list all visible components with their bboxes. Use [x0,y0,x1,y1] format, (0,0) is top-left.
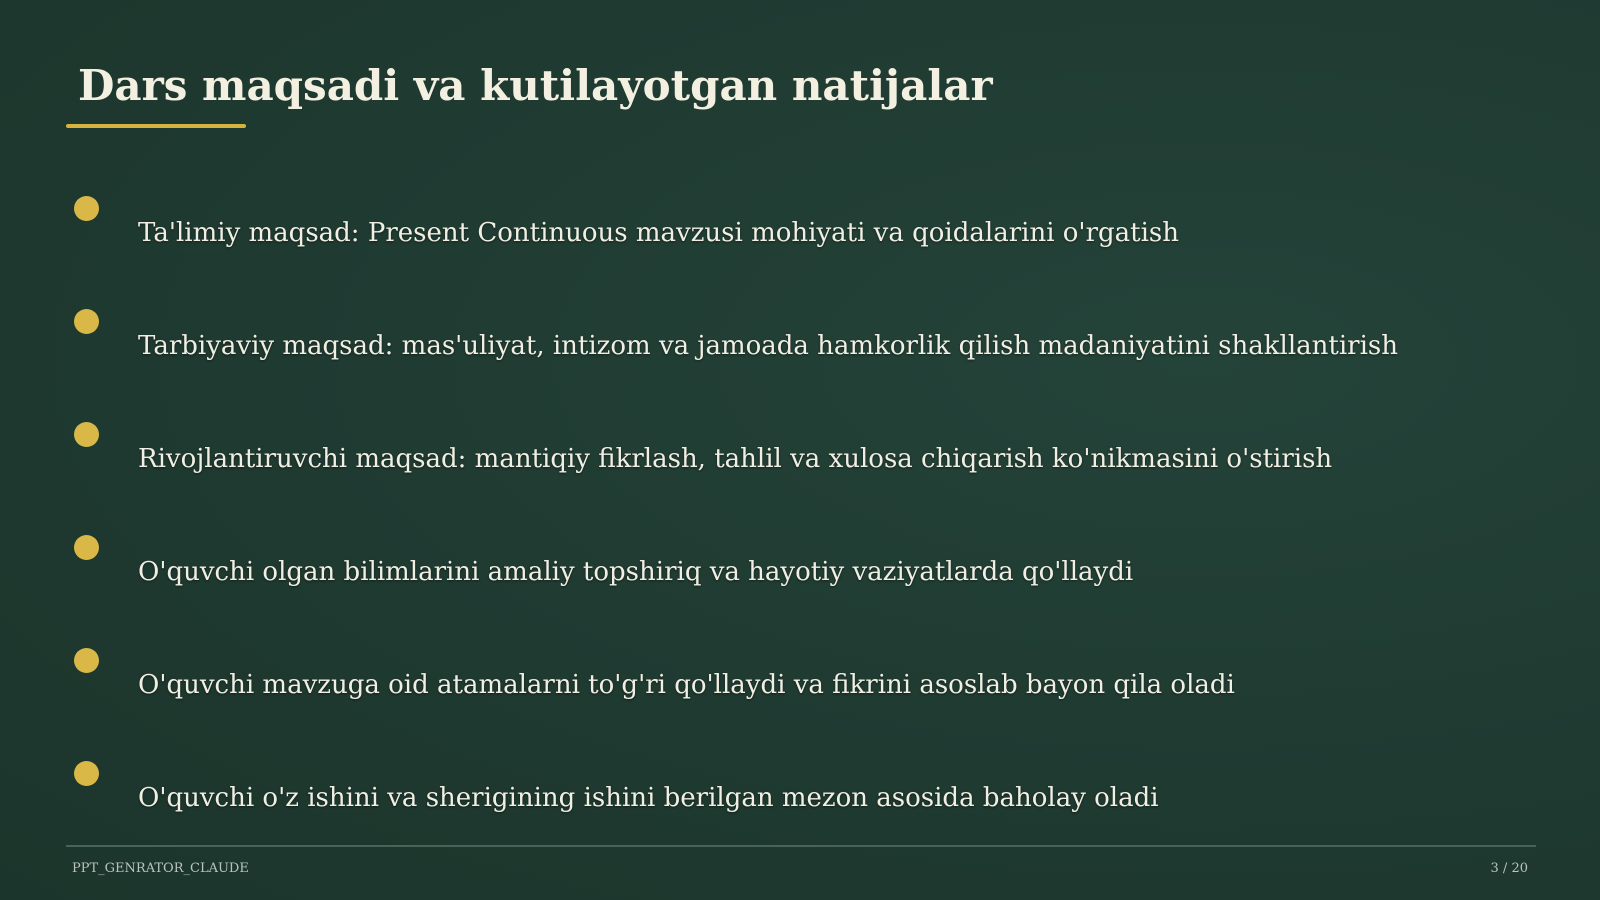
title-underline [66,124,246,128]
bullet-text: O'quvchi o'z ishini va sherigining ishini berilgan mezon asosida baholay oladi [138,783,1159,813]
page-indicator: 3 / 20 [1490,861,1528,876]
bullet-dot-icon [74,761,99,786]
bullet-text: Ta'limiy maqsad: Present Continuous mavzusi mohiyati va qoidalarini o'rgatish [138,218,1180,248]
footer-label: PPT_GENRATOR_CLAUDE [72,861,249,876]
list-item [0,535,1500,605]
list-item [0,648,1500,718]
bullet-dot-icon [74,309,99,334]
bullet-dot-icon [74,648,99,673]
footer-divider [66,845,1536,847]
bullet-dot-icon [74,196,99,221]
bullet-text: Tarbiyaviy maqsad: mas'uliyat, intizom va jamoada hamkorlik qilish madaniyatini shakllantirish [138,331,1398,361]
list-item [0,309,1500,379]
list-item [0,422,1500,492]
bullet-dot-icon [74,535,99,560]
bullet-text: O'quvchi olgan bilimlarini amaliy topshiriq va hayotiy vaziyatlarda qo'llaydi [138,557,1134,587]
list-item [0,761,1500,831]
list-item [0,196,1500,266]
bullet-dot-icon [74,422,99,447]
bullet-text: O'quvchi mavzuga oid atamalarni to'g'ri qo'llaydi va fikrini asoslab bayon qila oladi [138,670,1235,700]
slide-title: Dars maqsadi va kutilayotgan natijalar [78,61,993,110]
bullet-text: Rivojlantiruvchi maqsad: mantiqiy fikrlash, tahlil va xulosa chiqarish ko'nikmasini o'stirish [138,444,1333,474]
